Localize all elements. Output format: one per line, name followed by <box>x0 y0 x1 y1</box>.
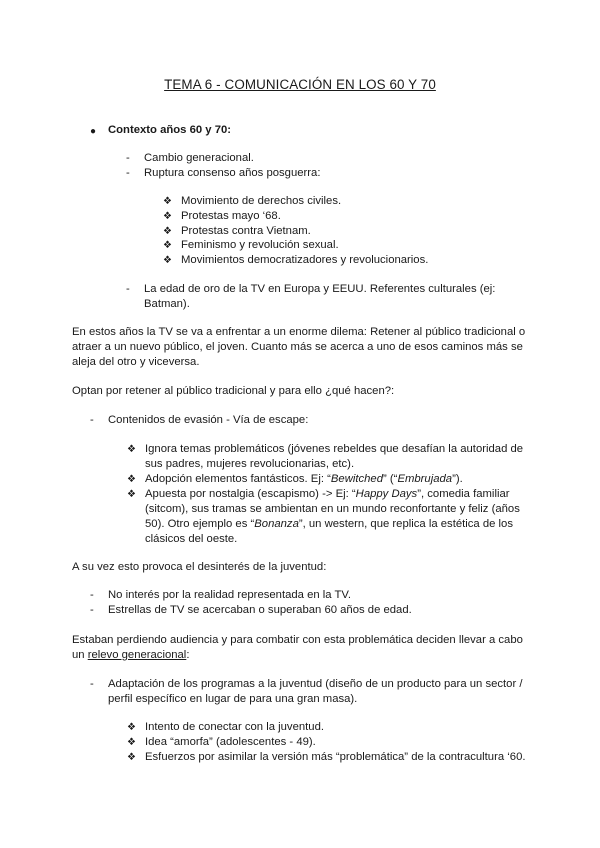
list-item: Estrellas de TV se acercaban o superaban 60 años de edad. <box>108 604 412 616</box>
diamond-bullet-icon: ❖ <box>127 474 136 485</box>
diamond-bullet-icon: ❖ <box>163 196 172 207</box>
list-item: Cambio generacional. <box>144 152 254 164</box>
sub-list-item: Movimientos democratizadores y revolucionarios. <box>181 254 429 266</box>
list-item: Contenidos de evasión - Vía de escape: <box>108 414 309 426</box>
list-item-continuation: Batman). <box>144 298 190 310</box>
paragraph: Estaban perdiendo audiencia y para combatir con esta problemática deciden llevar a cabo un relevo generacional: <box>72 634 523 661</box>
dash-icon: - <box>90 589 94 601</box>
dash-icon: - <box>90 604 94 616</box>
paragraph: Optan por retener al público tradicional y para ello ¿qué hacen?: <box>72 385 395 397</box>
sub-list-item: Apuesta por nostalgia (escapismo) -> Ej: “Happy Days”, comedia familiar (sitcom), sus tramas se ambientan en un mundo reconfortante y feliz (años 50). Otro ejemplo es “Bonanza”, un western, que replica la estética de los clásicos del oeste. <box>145 488 520 545</box>
dash-icon: - <box>90 678 94 690</box>
sub-list-item: Idea “amorfa” (adolescentes - 49). <box>145 736 316 748</box>
diamond-bullet-icon: ❖ <box>127 737 136 748</box>
underlined-term: relevo generacional <box>87 649 187 661</box>
dash-icon: - <box>126 167 130 179</box>
diamond-bullet-icon: ❖ <box>127 722 136 733</box>
dash-icon: - <box>90 414 94 426</box>
sub-list-item: Protestas mayo ‘68. <box>181 210 281 222</box>
sub-list-item: Feminismo y revolución sexual. <box>181 239 339 251</box>
list-item-continuation: perfil específico en lugar de para una gran masa). <box>108 693 358 705</box>
sub-list-item: Esfuerzos por asimilar la versión más “problemática” de la contracultura ‘60. <box>145 751 526 763</box>
diamond-bullet-icon: ❖ <box>127 489 136 500</box>
list-item: No interés por la realidad representada en la TV. <box>108 589 352 601</box>
diamond-bullet-icon: ❖ <box>127 444 136 455</box>
diamond-bullet-icon: ❖ <box>127 752 136 763</box>
dash-icon: - <box>126 283 130 295</box>
diamond-bullet-icon: ❖ <box>163 211 172 222</box>
sub-list-item: Intento de conectar con la juventud. <box>145 721 324 733</box>
list-item: Ruptura consenso años posguerra: <box>144 167 321 179</box>
sub-list-item: Movimiento de derechos civiles. <box>181 195 342 207</box>
sub-list-item: Adopción elementos fantásticos. Ej: “Bewitched” (“Embrujada”). <box>145 473 463 485</box>
page-title: TEMA 6 - COMUNICACIÓN EN LOS 60 Y 70 <box>164 77 436 92</box>
diamond-bullet-icon: ❖ <box>163 255 172 266</box>
diamond-bullet-icon: ❖ <box>163 226 172 237</box>
paragraph: A su vez esto provoca el desinterés de la juventud: <box>72 561 327 573</box>
bullet-dot-icon: ● <box>90 126 97 137</box>
sub-list-item: Ignora temas problemáticos (jóvenes rebeldes que desafían la autoridad de sus padres, mujeres revolucionarias, etc). <box>145 443 524 470</box>
section-heading: Contexto años 60 y 70: <box>108 124 232 136</box>
list-item: Adaptación de los programas a la juventud (diseño de un producto para un sector / <box>108 678 523 690</box>
sub-list-item: Protestas contra Vietnam. <box>181 225 311 237</box>
paragraph: En estos años la TV se va a enfrentar a un enorme dilema: Retener al público tradicional o atraer a un nuevo público, el joven. Cuanto más se acerca a uno de esos caminos más se aleja del otro y viceversa. <box>72 326 526 368</box>
dash-icon: - <box>126 152 130 164</box>
diamond-bullet-icon: ❖ <box>163 240 172 251</box>
list-item: La edad de oro de la TV en Europa y EEUU. Referentes culturales (ej: <box>144 283 496 295</box>
